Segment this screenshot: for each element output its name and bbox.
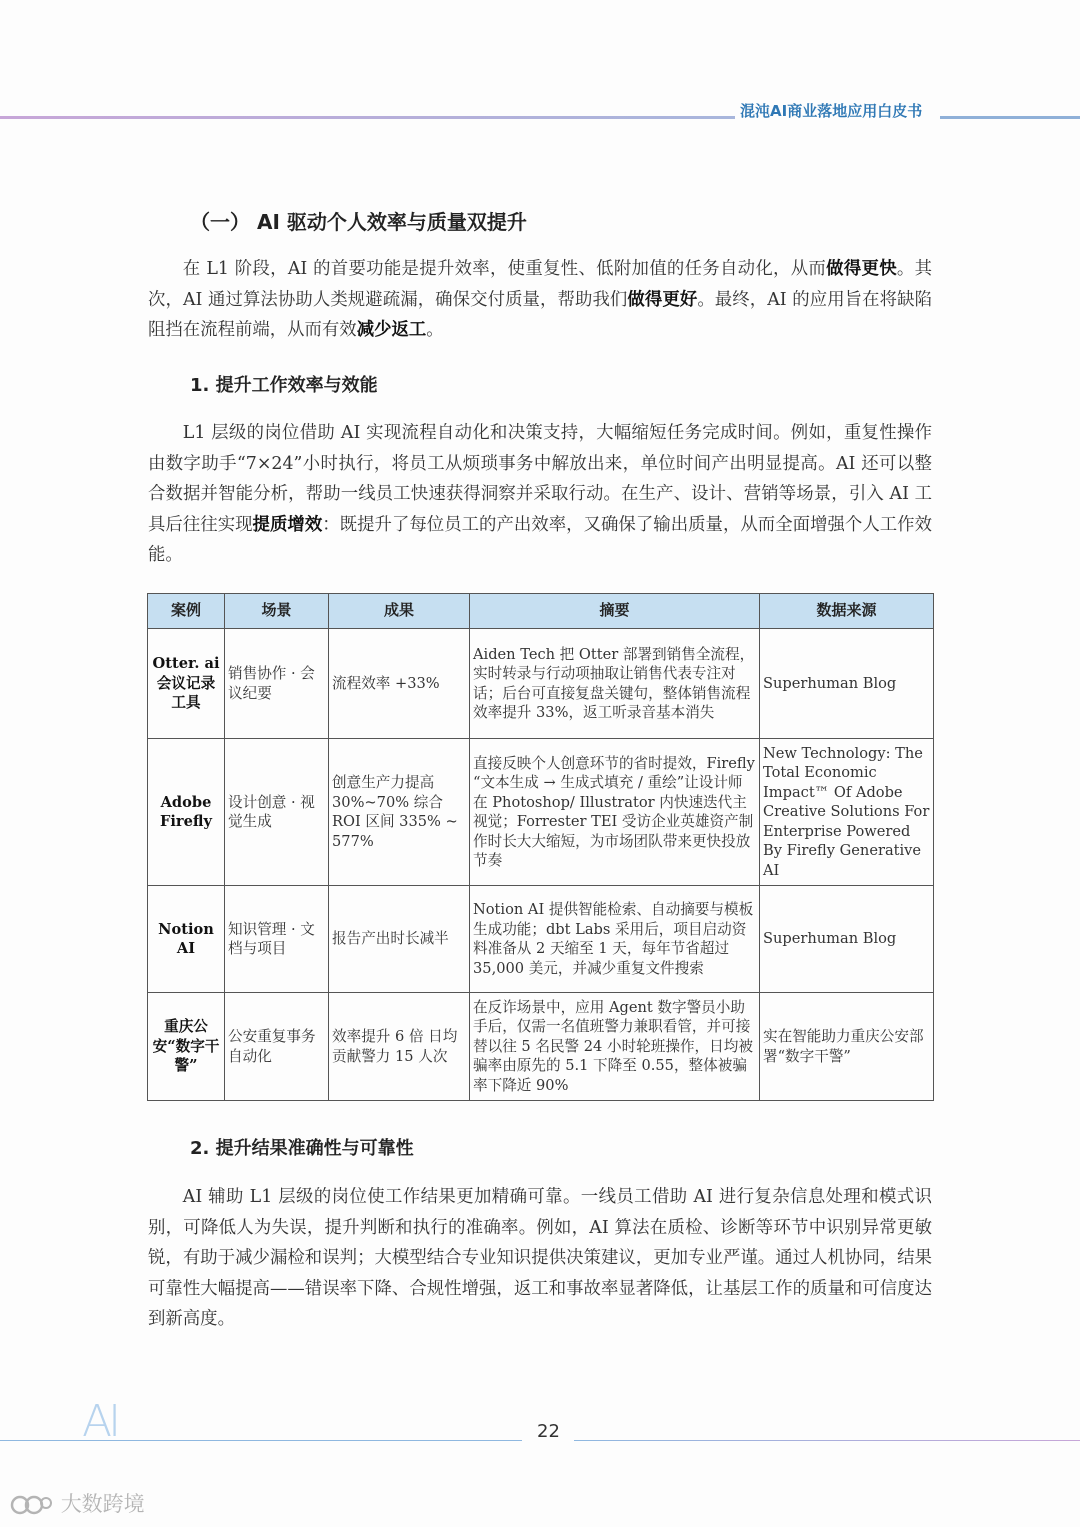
source-cell: New Technology: The Total Economic Impact™ Of Adobe Creative Solutions For Enterprise Powered By Firefly Generative AI [760, 739, 934, 886]
watermark-text: 大数跨境 [60, 1492, 145, 1516]
column-header-scene: 场景 [225, 594, 329, 629]
header-rule-left [0, 116, 735, 119]
table-row [148, 739, 934, 886]
column-header-result: 成果 [329, 594, 470, 629]
paragraph-2: AI 辅助 L1 层级的岗位使工作结果更加精确可靠。一线员工借助 AI 进行复杂信息处理和模式识别，可降低人为失误，提升判断和执行的准确率。例如，AI 算法在质检、诊断等环节中识别异常更敏锐，有助于减少漏检和误判；大模型结合专业知识提供决策建议，更加专业严谨。通过人机协同，结果可靠性大幅提高——错误率下降、合规性增强，返工和事故率显著降低，让基层工作的质量和可信度达到新高度。 [148, 1187, 932, 1330]
case-cell: Adobe Firefly [148, 739, 225, 886]
scene-cell: 知识管理 · 文档与项目 [225, 886, 329, 993]
source-cell: 实在智能助力重庆公安部署“数字干警” [760, 993, 934, 1101]
column-header-summary: 摘要 [470, 594, 760, 629]
source-cell: Superhuman Blog [760, 629, 934, 739]
footer-rule-left [0, 1440, 522, 1441]
column-header-source: 数据来源 [760, 594, 934, 629]
table-header-row [148, 594, 934, 629]
footer-ai-logo: AI [82, 1396, 118, 1447]
paragraph-1: L1 层级的岗位借助 AI 实现流程自动化和决策支持，大幅缩短任务完成时间。例如，重复性操作由数字助手“7×24”小时执行，将员工从烦琐事务中解放出来，单位时间产出明显提高。AI 还可以整合数据并智能分析，帮助一线员工快速获得洞察并采取行动。在生产、设计、营销等场景，引入 AI 工具后往往实现提质增效：既提升了每位员工的产出效率，又确保了输出质量，从而全面增强个人工作效能。 [148, 423, 932, 566]
result-cell: 创意生产力提高 30%~70% 综合 ROI 区间 335% ~ 577% [329, 739, 470, 886]
summary-cell: Notion AI 提供智能检索、自动摘要与模板生成功能；dbt Labs 采用后，项目启动资料准备从 2 天缩至 1 天，每年节省超过 35,000 美元，并减少重复文件搜索 [470, 886, 760, 993]
scene-cell: 销售协作 · 会议纪要 [225, 629, 329, 739]
subsection-title-1: 1. 提升工作效率与效能 [190, 375, 378, 396]
intro-paragraph: 在 L1 阶段，AI 的首要功能是提升效率，使重复性、低附加值的任务自动化，从而做得更快。其次，AI 通过算法协助人类规避疏漏，确保交付质量，帮助我们做得更好。最终，AI 的应用旨在将缺陷阻挡在流程前端，从而有效减少返工。 [148, 259, 932, 341]
scene-cell: 公安重复事务自动化 [225, 993, 329, 1101]
table-row [148, 886, 934, 993]
page-number: 22 [537, 1421, 560, 1442]
source-cell: Superhuman Blog [760, 886, 934, 993]
result-cell: 流程效率 +33% [329, 629, 470, 739]
watermark [10, 1488, 145, 1518]
case-cell: Otter. ai 会议记录工具 [148, 629, 225, 739]
watermark-logo-icon [10, 1493, 54, 1517]
summary-cell: 直接反映个人创意环节的省时提效，Firefly “文本生成 → 生成式填充 / 重绘”让设计师在 Photoshop/ Illustrator 内快速迭代主视觉；Forrester TEI 受访企业英雄资产制作时长大大缩短，为市场团队带来更快投放节奏 [470, 739, 760, 886]
header-title: 混沌AI商业落地应用白皮书 [740, 102, 923, 120]
summary-cell: 在反诈场景中，应用 Agent 数字警员小助手后，仅需一名值班警力兼职看管，并可接替以往 5 名民警 24 小时轮班操作，日均被骗率由原先的 5.1 下降至 0.55，整体被骗率下降近 90% [470, 993, 760, 1101]
result-cell: 效率提升 6 倍 日均贡献警力 15 人次 [329, 993, 470, 1101]
table-row [148, 993, 934, 1101]
column-header-case: 案例 [148, 594, 225, 629]
result-cell: 报告产出时长减半 [329, 886, 470, 993]
case-cell: 重庆公安“数字干警” [148, 993, 225, 1101]
table-row [148, 629, 934, 739]
subsection-title-2: 2. 提升结果准确性与可靠性 [190, 1138, 414, 1159]
summary-cell: Aiden Tech 把 Otter 部署到销售全流程，实时转录与行动项抽取让销售代表专注对话；后台可直接复盘关键句，整体销售流程效率提升 33%，返工听录音基本消失 [470, 629, 760, 739]
scene-cell: 设计创意 · 视觉生成 [225, 739, 329, 886]
section-title: （一） AI 驱动个人效率与质量双提升 [190, 210, 527, 234]
header-rule-right [940, 116, 1080, 119]
footer-rule-right [574, 1440, 1080, 1441]
case-table [147, 593, 934, 1101]
case-cell: Notion AI [148, 886, 225, 993]
